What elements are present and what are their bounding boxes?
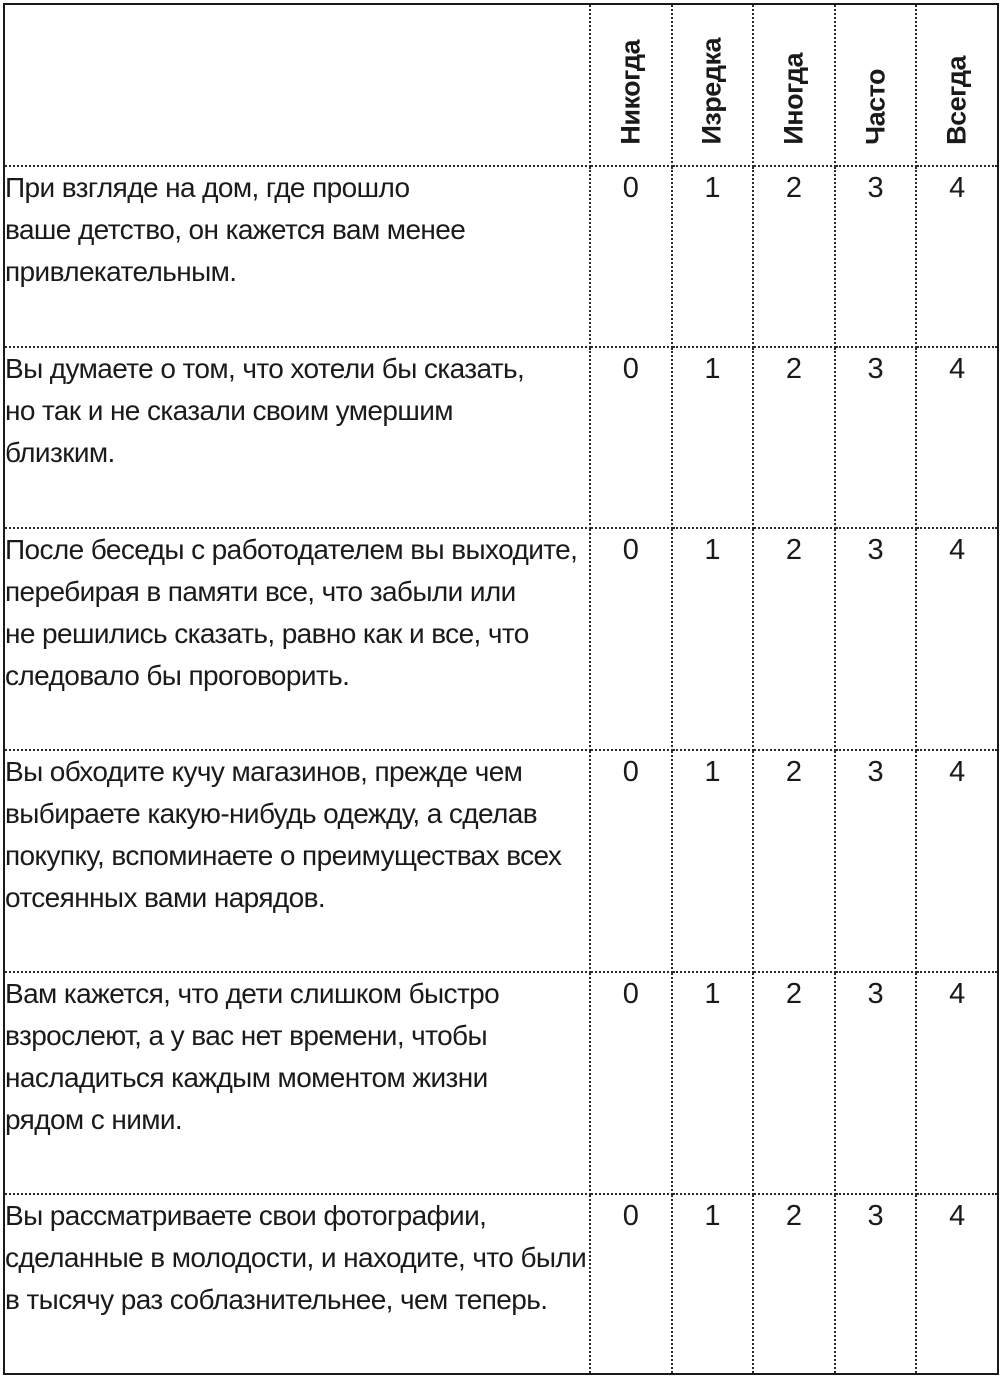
score-cell[interactable]: 1 [672,1194,754,1374]
header-often [835,4,917,166]
score-cell[interactable]: 3 [835,166,917,347]
question-text: Вы обходите кучу магазинов, прежде чем выбираете какую-нибудь одежду, а сделав покупку, вспоминаете о преимуществах всех отсеянных вами нарядов. [5,756,562,913]
question-cell [4,1194,590,1374]
score-cell[interactable]: 0 [590,972,672,1194]
header-blank-cell [4,4,590,166]
header-label: Всегда [941,56,972,145]
score-cell[interactable]: 3 [835,750,917,972]
question-cell [4,166,590,347]
score-cell[interactable]: 2 [753,750,835,972]
question-text: Вам кажется, что дети слишком быстро взрослеют, а у вас нет времени, чтобы насладиться каждым моментом жизни рядом с ними. [5,978,500,1135]
question-cell [4,750,590,972]
score-cell[interactable]: 4 [916,750,998,972]
score-cell[interactable]: 4 [916,972,998,1194]
question-text: Вы рассматриваете свои фотографии, сделанные в молодости, и находите, что были в тысячу раз соблазнительнее, чем теперь. [5,1200,587,1315]
score-cell[interactable]: 2 [753,347,835,528]
score-cell[interactable]: 4 [916,1194,998,1374]
score-cell[interactable]: 2 [753,1194,835,1374]
score-cell[interactable]: 2 [753,166,835,347]
score-cell[interactable]: 3 [835,1194,917,1374]
question-text: Вы думаете о том, что хотели бы сказать, но так и не сказали своим умершим близким. [5,353,525,468]
question-cell [4,972,590,1194]
question-cell [4,347,590,528]
score-cell[interactable]: 0 [590,347,672,528]
score-cell[interactable]: 1 [672,528,754,750]
score-cell[interactable]: 4 [916,528,998,750]
score-cell[interactable]: 1 [672,972,754,1194]
score-cell[interactable]: 3 [835,972,917,1194]
score-cell[interactable]: 3 [835,347,917,528]
table-row [4,972,998,1194]
header-label: Иногда [778,53,809,145]
score-cell[interactable]: 0 [590,166,672,347]
header-never [590,4,672,166]
score-cell[interactable]: 1 [672,750,754,972]
header-label: Часто [860,69,891,145]
question-text: После беседы с работодателем вы выходите, перебирая в памяти все, что забыли или не решились сказать, равно как и все, что следовало бы проговорить. [5,534,578,691]
header-rarely [672,4,754,166]
question-text: При взгляде на дом, где прошло ваше детство, он кажется вам менее привлекательным. [5,172,466,287]
score-cell[interactable]: 4 [916,166,998,347]
header-label: Изредка [696,38,727,145]
table-row [4,750,998,972]
score-cell[interactable]: 0 [590,750,672,972]
header-always [916,4,998,166]
score-cell[interactable]: 1 [672,166,754,347]
table-row [4,347,998,528]
score-cell[interactable]: 4 [916,347,998,528]
frequency-questionnaire-table [3,3,999,1375]
table-row [4,528,998,750]
score-cell[interactable]: 2 [753,528,835,750]
score-cell[interactable]: 1 [672,347,754,528]
table-row [4,1194,998,1374]
header-label: Никогда [615,40,646,145]
table-row [4,166,998,347]
score-cell[interactable]: 2 [753,972,835,1194]
score-cell[interactable]: 0 [590,528,672,750]
score-cell[interactable]: 3 [835,528,917,750]
score-cell[interactable]: 0 [590,1194,672,1374]
header-row [4,4,998,166]
header-sometimes [753,4,835,166]
question-cell [4,528,590,750]
